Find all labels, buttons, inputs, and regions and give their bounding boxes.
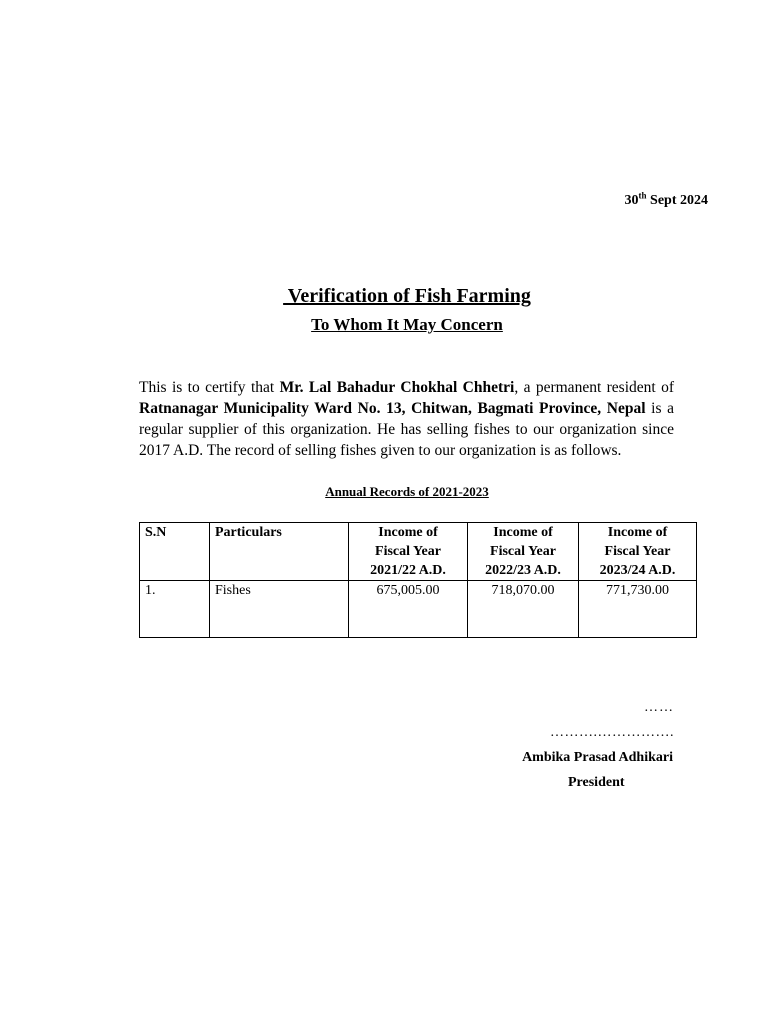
signature-dots-short: …… xyxy=(644,700,674,715)
header-fy1-line2: Fiscal Year xyxy=(375,544,441,559)
table-header-row xyxy=(140,523,697,581)
table-row xyxy=(140,581,697,638)
date-ordinal-suffix: th xyxy=(638,190,647,201)
date-month-year: Sept 2024 xyxy=(646,193,708,208)
annual-records-table xyxy=(139,522,697,638)
header-fy3-line1: Income of xyxy=(607,525,668,540)
header-fy2-line1: Income of xyxy=(493,525,553,540)
cell-particulars: Fishes xyxy=(210,581,349,638)
document-date xyxy=(624,190,708,209)
cell-income-2022-23: 718,070.00 xyxy=(468,581,579,638)
signature-line: ……….……………. xyxy=(550,725,674,740)
paragraph-text-1: This is to certify that xyxy=(139,379,280,396)
header-fy2-line2: Fiscal Year xyxy=(490,544,556,559)
supplier-name: Mr. Lal Bahadur Chokhal Chhetri xyxy=(279,379,515,396)
paragraph-text-3: is a regular supplier of this organization. He has selling fishes to our organization since 2017 A.D. The record of selling fishes given to our organization is as follows. xyxy=(139,400,674,459)
header-fy2-line3: 2022/23 A.D. xyxy=(485,563,561,578)
header-fiscal-year-2023-24 xyxy=(579,523,697,581)
header-sn: S.N xyxy=(140,523,210,581)
document-title: Verification of Fish Farming xyxy=(283,285,531,307)
cell-income-2021-22: 675,005.00 xyxy=(349,581,468,638)
supplier-address: Ratnanagar Municipality Ward No. 13, Chitwan, Bagmati Province, Nepal xyxy=(139,400,646,417)
header-fiscal-year-2021-22 xyxy=(349,523,468,581)
cell-income-2023-24: 771,730.00 xyxy=(579,581,697,638)
document-subtitle: To Whom It May Concern xyxy=(311,315,503,334)
signatory-name: Ambika Prasad Adhikari xyxy=(522,750,673,765)
header-particulars: Particulars xyxy=(210,523,349,581)
certification-paragraph xyxy=(139,377,674,461)
cell-sn: 1. xyxy=(140,581,210,638)
header-fy1-line3: 2021/22 A.D. xyxy=(370,563,446,578)
header-fy3-line2: Fiscal Year xyxy=(604,544,671,559)
header-fy1-line1: Income of xyxy=(378,525,438,540)
date-day: 30 xyxy=(624,193,639,208)
header-fiscal-year-2022-23 xyxy=(468,523,579,581)
header-fy3-line3: 2023/24 A.D. xyxy=(599,563,676,578)
table-caption: Annual Records of 2021-2023 xyxy=(325,484,489,499)
signatory-designation: President xyxy=(568,775,625,790)
paragraph-text-2: , a permanent resident of xyxy=(514,379,675,396)
